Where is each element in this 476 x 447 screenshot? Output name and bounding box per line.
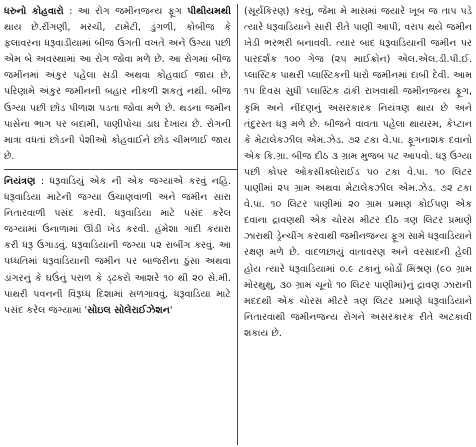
section-control: [4, 174, 231, 319]
section-divider: [4, 169, 238, 170]
section-text-control-end: ': [169, 304, 173, 316]
left-column: [4, 4, 238, 445]
section-text-intro: : આ રોગ જમીનજન્ય ફૂગ: [63, 6, 188, 17]
soil-solarization-term: સોઇલ સોલેરાઈઝેશન: [87, 304, 170, 316]
section-text-control: : ધરૂવાડિયું એક ની એક જગ્યાએ કરવું નહિ. ધરૂવાડિયા માટેની જગ્યા ઉચાણવાળી અને જમીન સારા નિતારવાળી પસંદ કરવી. ધરૂવાડિયા માટે પસંદ કરેલ જગ્યામાં ઉનાળામાં ઊંડી ખેડ કરવી. હંમેશા ગાદી કયારા કરી ધરૂ ઉગાડવું. ધરૂવાડિયાની જગ્યા ૫૨ રાબીંગ કરવું. આ પધ્ધતિમાં ધરૂવાડિયાની જમીન પર બાજરીના ઠુંસા અથવા ડાંગરનું કે ઘઉંનું પરાળ કે ડ્ઢકરો આશરે ૧૦ થી ૨૦ સે.મી. પાથરી પવનની વિરૂધ્ધ દિશામાં સળગાવવું. ધરૂવાડિયા માટે પસંદ કરેલ જગ્યામાં ': [4, 175, 231, 316]
section-damping-off: [4, 4, 231, 165]
section-text-body: થાય છે.રીંગણી, મરચી, ટામેટી, ડુંગળી, કોબીજ કે ફલાવરના ધરૂવાડીયામાં બીજ ઉગતી વખતે અને ઉગ્યા પછી એમ બે અવસ્થામાં આ રોગ જોવા મળે છે. આ રોગમાં બીજ જમીનમાં અંકુર પહેલા સડી અથવા કોહવાઈ જાય છે, પરિણામે અંકુર જમીનની બહાર નીકળી શકતું નથી. બીજ ઉગ્યા પછી છોડ પીળાશ પડતા જોવા મળે છે. થડના જમીન પાસેના ભાગ પર બદામી, પાણીપોચા ડાઘ દેખાય છે. રોગની માત્રા વધતાં છોડની પેશીઓ કોહવાઈને છોડ ચીમળાઈ જાય છે.: [4, 22, 231, 162]
section-control-continued: (સૂર્યકિરણ) કરવું, જેમા મે માસમાં જયારે ખૂબ જ તાપ પડે ત્યારે ધરૂવાડિયાને સારી રીતે પાણી આપી, વરાપ થયે જમીન ખેડી ભરભરી બનાવવી. ત્યાર બાદ ધરૂવાડિયાની જમીન પર પારદર્શક ૧૦૦ ગેજ (૨૫ માઈક્રોન) એલ.એલ.ડી.પી.ઈ. પ્લાસ્ટિક પાથરી પ્લાસ્ટિકની ધારો જમીનમાં દાબી દેવી. આમ ૧૫ દિવસ સુધી પ્લાસ્ટિક ઢાંકી રાખવાથી જમીનજન્ય ફૂગ, કૃમિ અને નીંદણનું અસરકારક નિયંત્રણ થાય છે અને તંદુરસ્ત ધરૂ મળે છે. બીજને વાવતા પહેલા થાયરમ, કેપ્ટાન કે મેટાલેકઝીલ એમ.ઝેડ. ૭૨ ટકા વે.પા. ફૂગનાશક દવાનો એક કિ.ગ્રા. બીજ દીઠ ૩ ગ્રામ મુજબ પટ આપવો. ધરૂ ઉગ્યા પછી કોપર ઓકસીક્લોરાઈડ ૫૦ ટકા વે.પા. ૧૦ લિટર પાણીમાં ૨૫ ગ્રામ અથવા મેટાલેકઝીલ એમ.ઝેડ. ૭૨ ટકા વે.પા. ૧૦ લિટર પાણીમાં ૨૦ ગ્રામ પ્રમાણ કોઈપણ એક દવાના દ્રાવણથી એક ચોરસ મીટર દીઠ ત્રણ લિટર પ્રમાણે ઝારાથી ડ્રેન્ચીંગ કરવાથી જમીનજન્ય ફૂગ સામે ધરૂવાડિયાને રક્ષણ મળે છે. વાદળછાયું વાતાવરણ અને વરસાદની હેલી હોય ત્યારે ધરૂવાડિયામાં ૦.૯ ટકાનું બોર્ડો મિશ્રણ (૯૦ ગ્રામ મોરથુથુ, ૩૦ ગ્રામ ચૂનો ૧૦ લિટર પાણીમાં)નું દ્રાવણ ઝારાની મદદથી એક ચોરસ મીટરે ત્રણ લિટર પ્રમાણે ધરૂવાડિયાને નિતારવાથી જમીનજન્ય રોગને અસરકારક રીતે અટકાવી શકાય છે.: [244, 6, 472, 339]
pathogen-name: પીથીયમથી: [187, 6, 231, 17]
section-heading-control: નિયંત્રણ: [4, 175, 36, 187]
right-column: [238, 4, 472, 445]
section-heading-damping-off: ધરુનો કોહવારો: [4, 6, 64, 17]
